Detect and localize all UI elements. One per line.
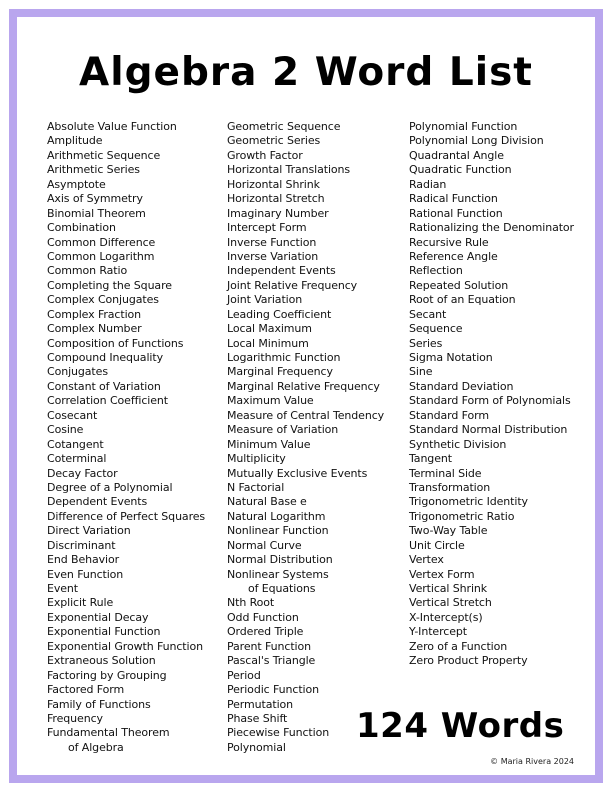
word-list-item: Nonlinear Systems [227, 567, 329, 581]
word-list-item: Minimum Value [227, 437, 311, 451]
word-list-item: Cotangent [47, 437, 104, 451]
word-list-item: Event [47, 582, 79, 595]
word-list-item: Explicit Rule [47, 596, 114, 610]
word-list-item: Family of Functions [47, 697, 151, 711]
word-list-item: X-Intercept(s) [409, 610, 483, 624]
word-list-item: Reflection [409, 264, 463, 278]
word-list-item: Joint Relative Frequency [227, 278, 358, 292]
word-list-item: Marginal Relative Frequency [227, 379, 380, 393]
word-list-item: Factored Form [47, 683, 125, 697]
word-list-item: Factoring by Grouping [47, 668, 167, 682]
word-list-item: Vertex Form [409, 567, 475, 581]
word-list-item: Radian [409, 177, 447, 191]
word-list-item: Multiplicity [227, 452, 286, 466]
word-list-item: Common Logarithm [47, 249, 155, 263]
word-list-item: Common Difference [47, 235, 156, 249]
word-list-item: Parent Function [227, 639, 311, 653]
word-list-item: Ordered Triple [227, 625, 304, 639]
word-list-item: Decay Factor [47, 466, 118, 480]
word-list-item: Marginal Frequency [227, 365, 333, 379]
word-list-item: Cosecant [47, 408, 98, 422]
word-list-item: Coterminal [47, 452, 107, 466]
word-list-item: Dependent Events [47, 495, 148, 509]
word-list-item: Binomial Theorem [47, 206, 146, 220]
word-list-item: Standard Deviation [409, 379, 514, 393]
word-list-item: Unit Circle [409, 538, 465, 552]
word-list-item: Nth Root [227, 596, 275, 610]
word-list-item: Even Function [47, 567, 124, 581]
page-title: Algebra 2 Word List [79, 50, 533, 95]
word-list-item: Common Ratio [47, 264, 128, 278]
word-list-item: Nonlinear Function [227, 524, 329, 538]
word-list-item: Complex Number [47, 322, 142, 336]
word-list-item: Zero of a Function [409, 639, 508, 653]
word-list-item: Rational Function [409, 206, 503, 220]
word-list-item: Measure of Variation [227, 423, 339, 437]
word-list-item: Reference Angle [409, 249, 498, 263]
word-list-item: Vertical Shrink [409, 582, 488, 595]
word-list-item: Combination [47, 221, 116, 235]
word-list-item: Intercept Form [227, 221, 307, 235]
word-list-item: Natural Logarithm [227, 509, 326, 523]
word-list-item: Trigonometric Identity [409, 495, 528, 509]
word-list-item: Horizontal Shrink [227, 177, 320, 191]
word-list-item: N Factorial [227, 480, 285, 494]
word-list-item: Quadrantal Angle [409, 148, 504, 162]
word-list-item: Horizontal Translations [227, 163, 351, 177]
word-list-item: Fundamental Theorem [47, 726, 170, 740]
word-list-item: Asymptote [47, 177, 106, 191]
word-list-item: Cosine [47, 423, 84, 437]
word-list-item: Vertex [409, 553, 444, 567]
word-list-item: Polynomial Function [409, 120, 518, 133]
word-list-item: Extraneous Solution [47, 654, 156, 668]
word-list-item: Inverse Variation [227, 249, 319, 263]
word-list-item: Conjugates [47, 365, 108, 379]
word-list-item: Exponential Growth Function [47, 639, 203, 653]
word-list-item: Inverse Function [227, 235, 317, 249]
word-list-item: Sine [409, 365, 433, 379]
word-list-item: Standard Normal Distribution [409, 423, 568, 437]
word-list-item: Geometric Series [227, 134, 321, 148]
word-list-item: Transformation [409, 480, 491, 494]
word-list-item: Geometric Sequence [227, 120, 341, 133]
word-list-item: Polynomial [227, 740, 286, 754]
word-list-item: Arithmetic Series [47, 163, 140, 177]
word-list-item: Direct Variation [47, 524, 131, 538]
word-list-item: Terminal Side [409, 466, 482, 480]
word-list-item: Growth Factor [227, 148, 303, 162]
word-list-item: Standard Form of Polynomials [409, 394, 571, 408]
word-list-item: Imaginary Number [227, 206, 329, 220]
word-list-item: Quadratic Function [409, 163, 512, 177]
word-list-item: Frequency [47, 711, 103, 725]
word-list-item: Mutually Exclusive Events [227, 466, 368, 480]
word-list-item: Odd Function [227, 610, 299, 624]
word-list-item: Normal Distribution [227, 553, 333, 567]
word-list-item: Arithmetic Sequence [47, 148, 161, 162]
word-list-item: Constant of Variation [47, 379, 161, 393]
word-list-item: Standard Form [409, 408, 489, 422]
word-list-item: Vertical Stretch [409, 596, 492, 610]
copyright-notice: © Maria Rivera 2024 [490, 757, 574, 766]
word-list-item: Periodic Function [227, 683, 319, 697]
word-list-item: Exponential Decay [47, 610, 149, 624]
word-list-item: End Behavior [47, 553, 120, 567]
word-list-item: Exponential Function [47, 625, 161, 639]
word-list-item: Period [227, 668, 261, 682]
word-list-item: Y-Intercept [409, 625, 467, 639]
word-list-item: Zero Product Property [409, 654, 528, 668]
word-list-item: Radical Function [409, 192, 498, 206]
word-list-item: Measure of Central Tendency [227, 408, 385, 422]
word-list-item: Natural Base e [227, 495, 307, 509]
word-list-item: Normal Curve [227, 538, 302, 552]
word-list-column-2 [227, 120, 384, 755]
word-list-item: Logarithmic Function [227, 351, 341, 364]
word-list-item: Tangent [409, 452, 452, 466]
word-list-item: Difference of Perfect Squares [47, 509, 206, 523]
word-list-item: Independent Events [227, 264, 336, 278]
word-list-item: Composition of Functions [47, 336, 184, 350]
word-list-item: Piecewise Function [227, 726, 330, 740]
word-list-item: Leading Coefficient [227, 307, 332, 321]
word-list-item: of Equations [248, 582, 316, 595]
word-count-label: 124 Words [356, 706, 565, 746]
word-list-item: Secant [409, 307, 447, 321]
word-list-item: Trigonometric Ratio [409, 509, 515, 523]
word-list-item: Complex Fraction [47, 307, 142, 321]
word-list-item: Absolute Value Function [47, 120, 177, 133]
word-list-item: Phase Shift [227, 711, 288, 725]
word-list-item: Series [409, 336, 443, 350]
word-list-item: Axis of Symmetry [47, 192, 143, 206]
word-list-item: Sequence [409, 322, 463, 336]
word-list-column-3 [409, 120, 574, 669]
word-list-item: Completing the Square [47, 278, 172, 292]
word-list-item: Polynomial Long Division [409, 134, 544, 148]
word-list-item: Synthetic Division [409, 437, 507, 451]
word-list-item: Degree of a Polynomial [47, 480, 173, 494]
word-list-item: Joint Variation [227, 293, 303, 307]
word-list-item: Repeated Solution [409, 278, 509, 292]
word-list-item: Correlation Coefficient [47, 394, 168, 408]
word-list-item: Complex Conjugates [47, 293, 159, 307]
word-list-item: Pascal's Triangle [227, 654, 316, 668]
word-list-item: Local Maximum [227, 322, 312, 336]
word-list-item: Local Minimum [227, 336, 309, 350]
word-list-item: Sigma Notation [409, 351, 493, 364]
word-list-item: of Algebra [68, 740, 124, 754]
word-list-item: Two-Way Table [409, 524, 488, 538]
word-list-item: Maximum Value [227, 394, 314, 408]
word-list-column-1 [47, 120, 205, 755]
word-list-item: Discriminant [47, 538, 116, 552]
word-list-item: Horizontal Stretch [227, 192, 325, 206]
word-list-item: Amplitude [47, 134, 103, 148]
word-list-item: Recursive Rule [409, 235, 489, 249]
word-list-item: Permutation [227, 697, 294, 711]
word-list-item: Compound Inequality [47, 351, 163, 364]
word-list-item: Rationalizing the Denominator [409, 221, 574, 235]
word-list-item: Root of an Equation [409, 293, 516, 307]
